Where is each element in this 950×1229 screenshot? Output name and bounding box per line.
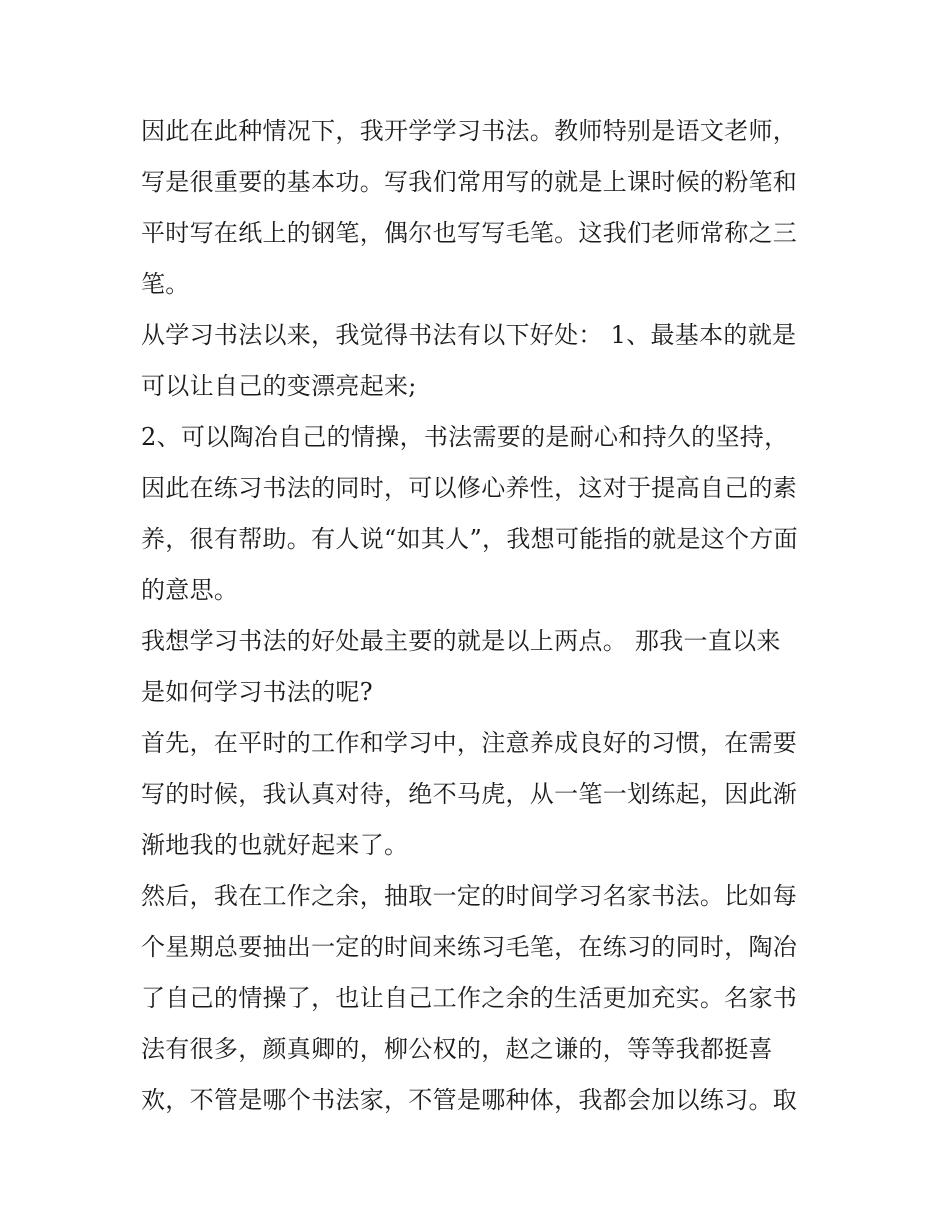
text-line: 是如何学习书法的呢? (141, 678, 373, 706)
text-line: 养，很有帮助。有人说“如其人”，我想可能指的就是这个方面 (141, 525, 798, 553)
text-line: 可以让自己的变漂亮起来; (141, 372, 417, 400)
text-line: 了自己的情操了，也让自己工作之余的生活更加充实。名家书 (141, 984, 798, 1012)
text-line: 个星期总要抽出一定的时间来练习毛笔，在练习的同时，陶冶 (141, 933, 798, 961)
text-line: 写是很重要的基本功。写我们常用写的就是上课时候的粉笔和 (141, 168, 798, 196)
text-line: 的意思。 (141, 576, 239, 604)
text-line: 然后，我在工作之余，抽取一定的时间学习名家书法。比如每 (141, 882, 798, 910)
text-line: 欢，不管是哪个书法家，不管是哪种体，我都会加以练习。取 (141, 1086, 798, 1114)
text-line: 平时写在纸上的钢笔，偶尔也写写毛笔。这我们老师常称之三 (141, 219, 798, 247)
text-line: 2、可以陶冶自己的情操，书法需要的是耐心和持久的坚持， (141, 423, 789, 451)
text-line: 渐地我的也就好起来了。 (141, 831, 409, 859)
text-line: 我想学习书法的好处最主要的就是以上两点。 那我一直以来 (141, 627, 781, 655)
text-line: 从学习书法以来，我觉得书法有以下好处： 1、最基本的就是 (141, 321, 797, 349)
text-line: 因此在此种情况下，我开学学习书法。教师特别是语文老师， (141, 117, 798, 145)
text-line: 因此在练习书法的同时，可以修心养性，这对于提高自己的素 (141, 474, 798, 502)
text-line: 首先，在平时的工作和学习中，注意养成良好的习惯，在需要 (141, 729, 798, 757)
text-line: 笔。 (141, 270, 190, 298)
document-body (141, 106, 821, 1126)
text-line: 法有很多，颜真卿的，柳公权的，赵之谦的，等等我都挺喜 (141, 1035, 773, 1063)
text-line: 写的时候，我认真对待，绝不马虎，从一笔一划练起，因此渐 (141, 780, 798, 808)
